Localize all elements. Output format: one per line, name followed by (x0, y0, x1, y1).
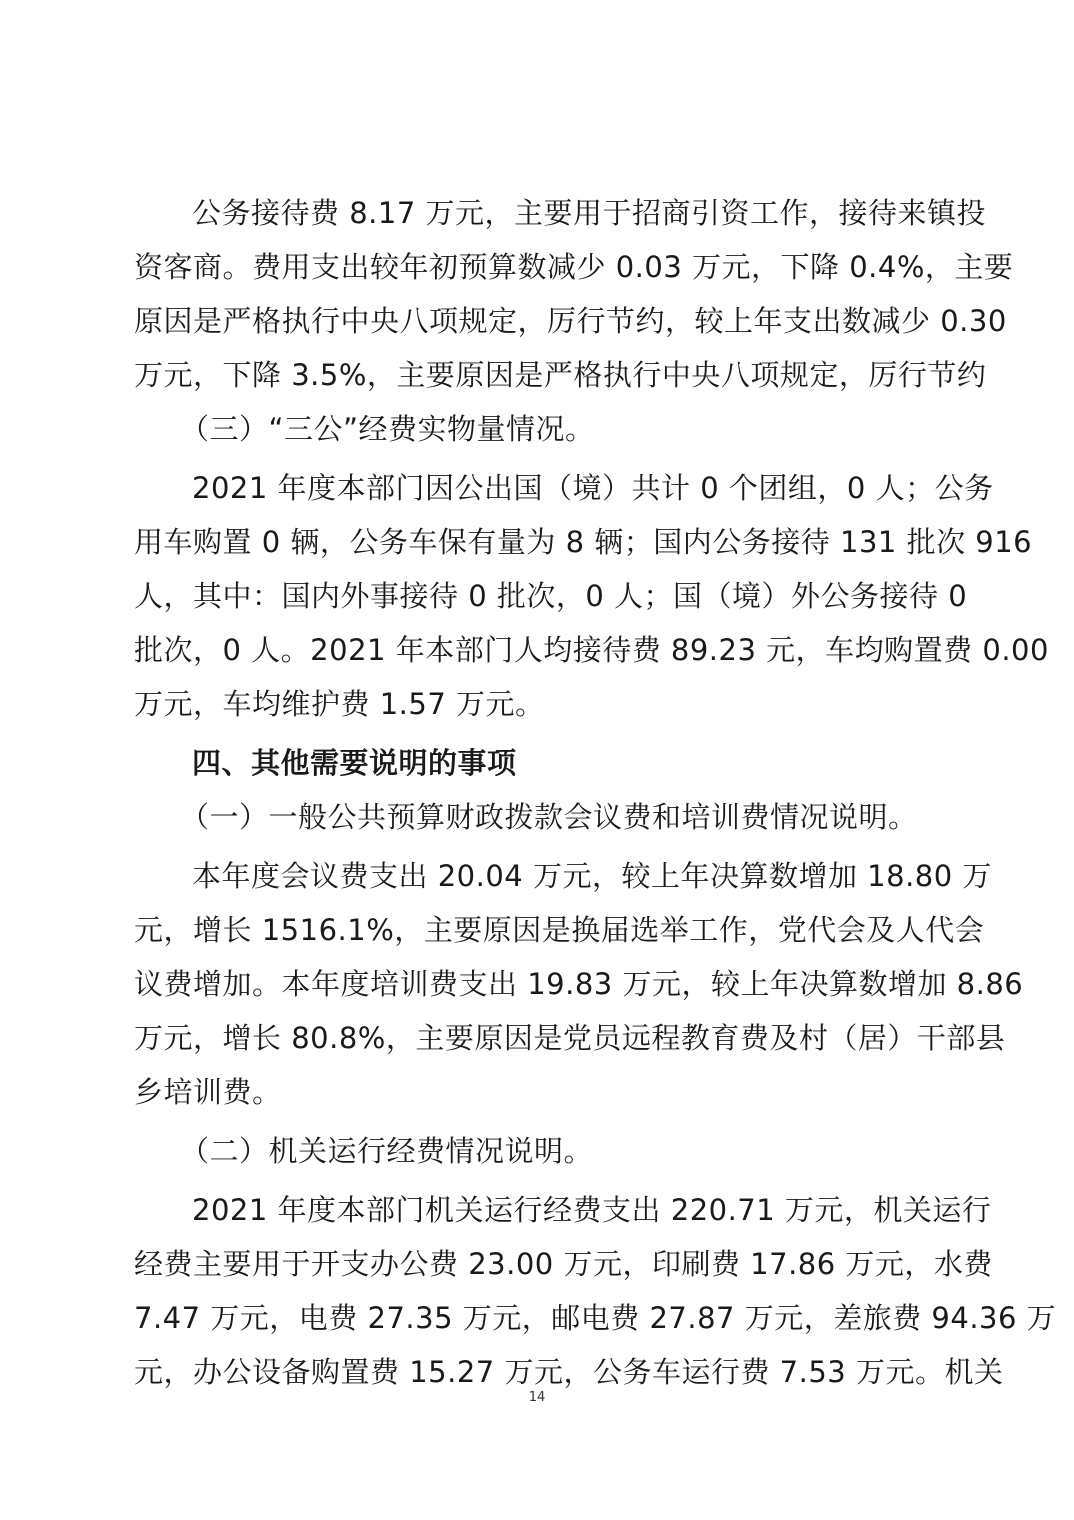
text-line: 乡培训费。 (134, 1075, 282, 1109)
text-line: 原因是严格执行中央八项规定，厉行节约，较上年支出数减少 0.30 (134, 304, 1007, 338)
text-line: 元，办公设备购置费 15.27 万元，公务车运行费 7.53 万元。机关 (134, 1355, 1004, 1389)
subheading-operating-expense (134, 1124, 946, 1178)
text-line: （一）一般公共预算财政拨款会议费和培训费情况说明。 (180, 800, 918, 834)
text-line: 人，其中：国内外事接待 0 批次，0 人；国（境）外公务接待 0 (134, 579, 968, 613)
paragraph-meeting-training (134, 849, 1024, 1119)
text-line: 经费主要用于开支办公费 23.00 万元，印刷费 17.86 万元，水费 (134, 1247, 993, 1281)
section-heading-other-matters (134, 736, 946, 790)
text-line: 2021 年度本部门因公出国（境）共计 0 个团组，0 人；公务 (192, 471, 994, 505)
text-line: 万元，增长 80.8%，主要原因是党员远程教育费及村（居）干部县 (134, 1021, 1006, 1055)
text-line: 2021 年度本部门机关运行经费支出 220.71 万元，机关运行 (192, 1193, 992, 1227)
text-line: 元，增长 1516.1%，主要原因是换届选举工作，党代会及人代会 (134, 913, 985, 947)
page-number: 14 (528, 1390, 546, 1405)
text-line: 批次，0 人。2021 年本部门人均接待费 89.23 元，车均购置费 0.00 (134, 633, 1049, 667)
text-line: 本年度会议费支出 20.04 万元，较上年决算数增加 18.80 万 (192, 859, 992, 893)
text-line: 7.47 万元，电费 27.35 万元，邮电费 27.87 万元，差旅费 94.36 万 (134, 1301, 1057, 1335)
text-line: 万元，下降 3.5%，主要原因是严格执行中央八项规定，厉行节约 (134, 358, 987, 392)
text-line: （二）机关运行经费情况说明。 (180, 1134, 594, 1168)
text-line: 万元，车均维护费 1.57 万元。 (134, 687, 545, 721)
text-line: 议费增加。本年度培训费支出 19.83 万元，较上年决算数增加 8.86 (134, 967, 1024, 1001)
subheading-meeting-training (134, 790, 946, 844)
document-body (134, 186, 1057, 1399)
subheading-three-public-physical (134, 402, 946, 456)
paragraph-three-public-physical (134, 461, 1049, 731)
section-title: 四、其他需要说明的事项 (192, 746, 517, 780)
text-line: 公务接待费 8.17 万元，主要用于招商引资工作，接待来镇投 (192, 196, 987, 230)
text-line: （三）“三公”经费实物量情况。 (180, 412, 595, 446)
paragraph-reception-expense (134, 186, 1014, 402)
paragraph-operating-expense (134, 1183, 1057, 1399)
text-line: 用车购置 0 辆，公务车保有量为 8 辆；国内公务接待 131 批次 916 (134, 525, 1033, 559)
text-line: 资客商。费用支出较年初预算数减少 0.03 万元，下降 0.4%，主要 (134, 250, 1014, 284)
